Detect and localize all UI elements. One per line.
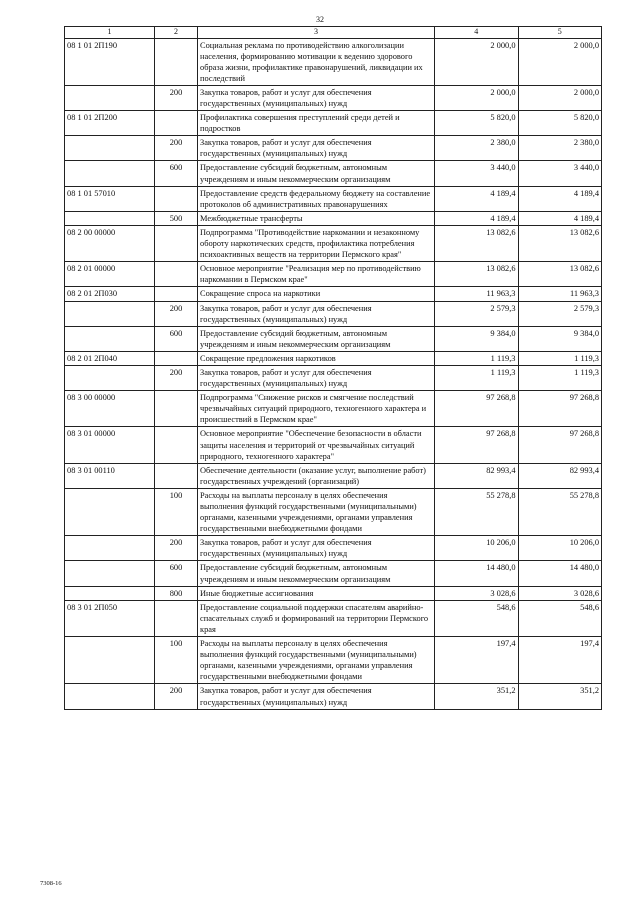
row-expense-type: [155, 287, 198, 301]
table-row: [65, 262, 602, 287]
row-amount-2: 4 189,4: [518, 211, 602, 225]
row-amount-1: 3 028,6: [435, 586, 519, 600]
row-name: Основное мероприятие "Реализация мер по противодействию наркомании в Пермском крае": [198, 262, 435, 287]
row-amount-1: 3 440,0: [435, 161, 519, 186]
row-name: Сокращение предложения наркотиков: [198, 351, 435, 365]
row-code: 08 3 01 00000: [65, 427, 155, 463]
row-code: [65, 637, 155, 684]
row-code: [65, 161, 155, 186]
table-row: [65, 225, 602, 261]
row-amount-2: 97 268,8: [518, 427, 602, 463]
table-row: [65, 111, 602, 136]
row-code: 08 2 01 2П040: [65, 351, 155, 365]
row-expense-type: 600: [155, 326, 198, 351]
row-expense-type: 500: [155, 211, 198, 225]
row-name: Подпрограмма "Снижение рисков и смягчение последствий чрезвычайных ситуаций природного, техногенного характера и происшествий в Пермском крае": [198, 391, 435, 427]
row-amount-1: 2 000,0: [435, 85, 519, 110]
row-amount-1: 14 480,0: [435, 561, 519, 586]
row-amount-2: 13 082,6: [518, 262, 602, 287]
row-amount-2: 1 119,3: [518, 351, 602, 365]
row-amount-2: 82 993,4: [518, 463, 602, 488]
row-name: Сокращение спроса на наркотики: [198, 287, 435, 301]
row-expense-type: [155, 600, 198, 636]
row-name: Закупка товаров, работ и услуг для обеспечения государственных (муниципальных) нужд: [198, 85, 435, 110]
table-row: [65, 536, 602, 561]
row-code: [65, 488, 155, 535]
row-code: 08 1 01 2П190: [65, 38, 155, 85]
row-amount-2: 4 189,4: [518, 186, 602, 211]
row-expense-type: [155, 225, 198, 261]
row-amount-1: 10 206,0: [435, 536, 519, 561]
row-amount-2: 2 000,0: [518, 38, 602, 85]
row-name: Обеспечение деятельности (оказание услуг, выполнение работ) государственных учреждений (организаций): [198, 463, 435, 488]
row-code: [65, 301, 155, 326]
row-amount-2: 97 268,8: [518, 391, 602, 427]
row-amount-1: 97 268,8: [435, 427, 519, 463]
table-row: [65, 85, 602, 110]
row-code: [65, 136, 155, 161]
row-name: Предоставление субсидий бюджетным, автономным учреждениям и иным некоммерческим организациям: [198, 561, 435, 586]
row-amount-1: 13 082,6: [435, 225, 519, 261]
table-row: [65, 301, 602, 326]
table-row: [65, 561, 602, 586]
table-row: [65, 136, 602, 161]
row-amount-1: 197,4: [435, 637, 519, 684]
document-footer-code: 7308-16: [40, 880, 62, 887]
row-amount-1: 2 579,3: [435, 301, 519, 326]
table-row: [65, 186, 602, 211]
row-amount-2: 2 380,0: [518, 136, 602, 161]
row-expense-type: [155, 427, 198, 463]
row-name: Предоставление субсидий бюджетным, автономным учреждениям и иным некоммерческим организациям: [198, 161, 435, 186]
row-code: 08 3 00 00000: [65, 391, 155, 427]
row-amount-2: 14 480,0: [518, 561, 602, 586]
row-amount-1: 97 268,8: [435, 391, 519, 427]
row-amount-2: 9 384,0: [518, 326, 602, 351]
row-amount-1: 2 000,0: [435, 38, 519, 85]
row-amount-1: 4 189,4: [435, 186, 519, 211]
row-amount-2: 3 440,0: [518, 161, 602, 186]
header-col-5: 5: [518, 27, 602, 39]
row-amount-2: 351,2: [518, 684, 602, 709]
row-expense-type: 800: [155, 586, 198, 600]
row-expense-type: 600: [155, 161, 198, 186]
row-amount-2: 5 820,0: [518, 111, 602, 136]
table-header-row: [65, 27, 602, 39]
row-amount-1: 2 380,0: [435, 136, 519, 161]
table-row: [65, 391, 602, 427]
row-amount-2: 2 579,3: [518, 301, 602, 326]
row-amount-1: 5 820,0: [435, 111, 519, 136]
table-row: [65, 326, 602, 351]
row-expense-type: 100: [155, 488, 198, 535]
row-name: Закупка товаров, работ и услуг для обеспечения государственных (муниципальных) нужд: [198, 536, 435, 561]
row-code: 08 2 01 00000: [65, 262, 155, 287]
table-row: [65, 351, 602, 365]
table-row: [65, 211, 602, 225]
page-number: 32: [316, 15, 324, 24]
row-name: Профилактика совершения преступлений среди детей и подростков: [198, 111, 435, 136]
row-expense-type: [155, 391, 198, 427]
row-name: Подпрограмма "Противодействие наркомании и незаконному обороту наркотических средств, профилактика потребления психоактивных веществ на территории Пермского края": [198, 225, 435, 261]
row-code: [65, 536, 155, 561]
row-expense-type: 200: [155, 365, 198, 390]
row-code: 08 1 01 2П200: [65, 111, 155, 136]
row-code: [65, 85, 155, 110]
row-name: Социальная реклама по противодействию алкоголизации населения, формированию мотивации к ведению здорового образа жизни, профилактике правонарушений, ликвидации их последствий: [198, 38, 435, 85]
row-amount-2: 1 119,3: [518, 365, 602, 390]
row-name: Закупка товаров, работ и услуг для обеспечения государственных (муниципальных) нужд: [198, 684, 435, 709]
row-code: 08 2 01 2П030: [65, 287, 155, 301]
row-amount-1: 13 082,6: [435, 262, 519, 287]
row-amount-2: 197,4: [518, 637, 602, 684]
row-expense-type: 200: [155, 301, 198, 326]
row-amount-1: 82 993,4: [435, 463, 519, 488]
row-code: [65, 365, 155, 390]
header-col-1: 1: [65, 27, 155, 39]
row-expense-type: [155, 463, 198, 488]
row-expense-type: 200: [155, 684, 198, 709]
table-row: [65, 488, 602, 535]
row-amount-1: 548,6: [435, 600, 519, 636]
row-code: [65, 326, 155, 351]
row-code: [65, 211, 155, 225]
row-amount-1: 1 119,3: [435, 365, 519, 390]
row-expense-type: 200: [155, 536, 198, 561]
row-amount-2: 2 000,0: [518, 85, 602, 110]
row-code: 08 2 00 00000: [65, 225, 155, 261]
table-row: [65, 161, 602, 186]
row-name: Предоставление средств федеральному бюджету на составление протоколов об административных правонарушениях: [198, 186, 435, 211]
row-amount-1: 351,2: [435, 684, 519, 709]
row-expense-type: [155, 351, 198, 365]
table-row: [65, 38, 602, 85]
row-expense-type: 200: [155, 85, 198, 110]
row-expense-type: [155, 111, 198, 136]
row-amount-2: 3 028,6: [518, 586, 602, 600]
row-name: Основное мероприятие "Обеспечение безопасности в области защиты населения и территорий от чрезвычайных ситуаций природного, техногенного характера": [198, 427, 435, 463]
row-expense-type: [155, 186, 198, 211]
row-amount-1: 1 119,3: [435, 351, 519, 365]
row-code: 08 3 01 00110: [65, 463, 155, 488]
table-row: [65, 463, 602, 488]
table-row: [65, 365, 602, 390]
row-code: 08 3 01 2П050: [65, 600, 155, 636]
table-row: [65, 684, 602, 709]
budget-table-body: [65, 27, 602, 710]
row-name: Предоставление субсидий бюджетным, автономным учреждениям и иным некоммерческим организациям: [198, 326, 435, 351]
table-row: [65, 600, 602, 636]
row-amount-1: 11 963,3: [435, 287, 519, 301]
row-name: Иные бюджетные ассигнования: [198, 586, 435, 600]
row-name: Расходы на выплаты персоналу в целях обеспечения выполнения функций государственными (муниципальными) органами, казенными учреждениями, органами управления государственными внебюджетными фондами: [198, 488, 435, 535]
header-col-2: 2: [155, 27, 198, 39]
row-code: 08 1 01 57010: [65, 186, 155, 211]
row-amount-2: 55 278,8: [518, 488, 602, 535]
table-row: [65, 427, 602, 463]
row-name: Предоставление социальной поддержки спасателям аварийно-спасательных служб и формирований на территории Пермского края: [198, 600, 435, 636]
row-amount-1: 55 278,8: [435, 488, 519, 535]
row-expense-type: 100: [155, 637, 198, 684]
row-name: Закупка товаров, работ и услуг для обеспечения государственных (муниципальных) нужд: [198, 301, 435, 326]
row-code: [65, 684, 155, 709]
row-name: Расходы на выплаты персоналу в целях обеспечения выполнения функций государственными (муниципальными) органами, казенными учреждениями, органами управления государственными внебюджетными фондами: [198, 637, 435, 684]
row-expense-type: 600: [155, 561, 198, 586]
budget-table: [64, 26, 602, 710]
table-row: [65, 287, 602, 301]
row-name: Закупка товаров, работ и услуг для обеспечения государственных (муниципальных) нужд: [198, 136, 435, 161]
row-amount-2: 13 082,6: [518, 225, 602, 261]
row-amount-2: 10 206,0: [518, 536, 602, 561]
row-code: [65, 586, 155, 600]
row-expense-type: 200: [155, 136, 198, 161]
row-amount-2: 11 963,3: [518, 287, 602, 301]
row-amount-2: 548,6: [518, 600, 602, 636]
header-col-3: 3: [198, 27, 435, 39]
row-amount-1: 9 384,0: [435, 326, 519, 351]
row-code: [65, 561, 155, 586]
row-name: Межбюджетные трансферты: [198, 211, 435, 225]
row-expense-type: [155, 38, 198, 85]
row-amount-1: 4 189,4: [435, 211, 519, 225]
row-expense-type: [155, 262, 198, 287]
table-row: [65, 586, 602, 600]
row-name: Закупка товаров, работ и услуг для обеспечения государственных (муниципальных) нужд: [198, 365, 435, 390]
header-col-4: 4: [435, 27, 519, 39]
table-row: [65, 637, 602, 684]
